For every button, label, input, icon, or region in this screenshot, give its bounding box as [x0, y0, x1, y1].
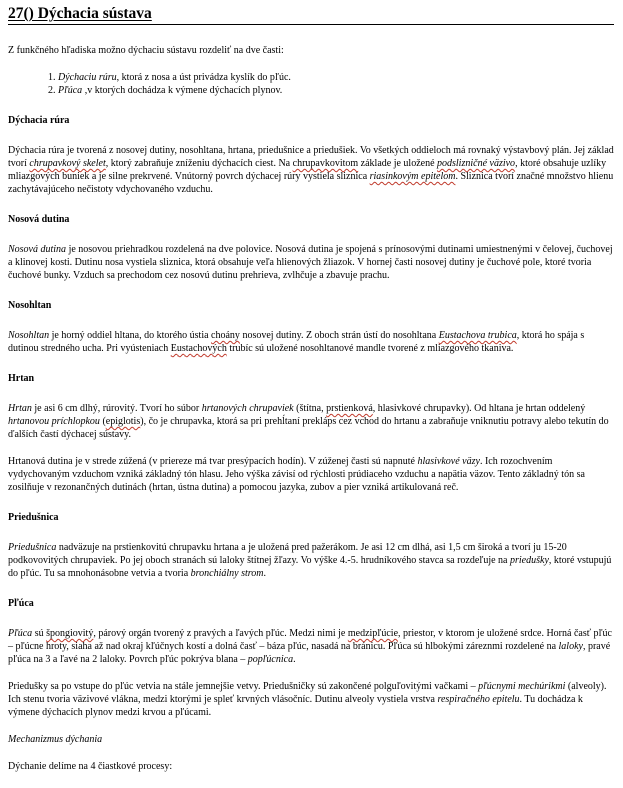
heading-hrtan: Hrtan [8, 373, 35, 384]
paragraph-nosohltan [8, 329, 614, 355]
term: epiglotis [105, 416, 141, 427]
text: Hrtanová dutina je v strede zúžená (v priereze má tvar presýpacích hodín). V zúženej časti sú napnuté [8, 456, 418, 467]
text: je horný oddiel hltana, do ktorého ústia [49, 330, 212, 341]
term: chrupavkový skelet [29, 158, 106, 169]
list-item [58, 84, 614, 97]
term: priedušky [510, 555, 549, 566]
text: nosovej dutiny. Z oboch strán ústí do nosohltana [239, 330, 439, 341]
paragraph-dychacia-rura [8, 144, 614, 196]
term: riasinkovým epitelom [369, 171, 456, 182]
paragraph-hrtan-1 [8, 402, 614, 441]
term: Eustachových [170, 343, 227, 354]
text: . Tu dochádza k výmene dýchacích plynov medzi krvou a pľúcami. [8, 694, 583, 718]
heading-nosova-dutina: Nosová dutina [8, 214, 70, 225]
text: , ktoré vstupujú do pľúc. Tu sa mnohonásobne vetvia a tvoria [8, 555, 612, 579]
heading-nosohltan: Nosohltan [8, 300, 52, 311]
term: špongiovitý [46, 628, 94, 639]
title-rule [8, 24, 614, 25]
term: hrtanovou príchlopkou [8, 416, 100, 427]
term: hlasivkové väzy [417, 456, 480, 467]
paragraph-pluca-2 [8, 680, 614, 719]
paragraph-delenie: Dýchanie delíme na 4 čiastkové procesy: [8, 761, 173, 772]
text: . Sliznica tvorí značné množstvo hlienu zachytávajúceho nečistoty vdychovaného vzduchu. [8, 171, 614, 195]
paragraph-priedusnica [8, 541, 614, 580]
term: laloky [558, 641, 583, 652]
list-term: Pľúca [58, 85, 83, 96]
paragraph-hrtan-2 [8, 455, 614, 494]
list-text: ,v ktorých dochádza k výmene dýchacích plynov. [82, 85, 283, 96]
term: bronchiálny strom [190, 568, 264, 579]
heading-dychacia-rura: Dýchacia rúra [8, 115, 70, 126]
term: Hrtan [8, 403, 32, 414]
text: je asi 6 cm dlhý, rúrovitý. Tvorí ho súbor [31, 403, 202, 414]
term: medzipľúcie [347, 628, 399, 639]
text: , priestor, v ktorom je uložené srdce. Horná časť pľúc – pľúcne hroty, siaha až nad okraj kľúčnych kostí a dolná časť – báza pľúc, nasadá na bránicu. Pľúca sú hlbokými záreznmi rozdelené na [8, 628, 612, 652]
term: podslizničné väzivo [437, 158, 516, 169]
term: Eustachova trubica [438, 330, 517, 341]
text: , pravé pľúca na 3 a ľavé na 2 laloky. Povrch pľúc pokrýva blana – [8, 641, 611, 665]
document-page [8, 0, 614, 773]
text: . Ich rozochvením vydychovaným vzduchom vzniká základný tón hlasu. Jeho výška závisí od rýchlosti prúdiaceho vzduchu a napätia väzov. Tento základný tón sa zosilňuje v rezonančných dutinách (hrtan, ústna dutina) a pomocou jazyka, zubov a pier vzniká artikulovaná reč. [8, 456, 585, 493]
subheading-mechanizmus [8, 733, 614, 746]
list-text: , ktorá z nosa a úst privádza kyslík do pľúc. [116, 72, 291, 83]
term: prstienková [326, 403, 373, 414]
term: hrtanových chrupaviek [201, 403, 294, 414]
paragraph-pluca-1 [8, 627, 614, 666]
text: trubíc sú uložené nosohltanové mandle tvorené z mliazgového tkaniva. [226, 343, 514, 354]
text: sú [32, 628, 47, 639]
term: popľúcnica [247, 654, 294, 665]
text: ( [99, 416, 106, 427]
list-term: Dýchaciu rúru [58, 72, 117, 83]
text: , ktorý zabraňuje zníženiu dýchacích ciest. Na [105, 158, 293, 169]
text: Dýchacia rúra je tvorená z nosovej dutiny, nosohltana, hrtana, priedušnice a priedušiek. Vo všetkých oddieloch má rovnaký výstavbový plán. Jej základ tvorí [8, 145, 614, 169]
text: , hlasivkové chrupavky). Od hltana je hrtan oddelený [372, 403, 586, 414]
paragraph-nosova-dutina [8, 243, 614, 282]
heading-priedusnica: Priedušnica [8, 512, 59, 523]
term: Priedušnica [8, 542, 57, 553]
text: , ktorá ho spája s dutinou stredného ucha. Pri vyústeniach [8, 330, 585, 354]
text: , ktoré obsahuje uzlíky mliazgových buniek a je silne prekrvené. Vnútorný povrch dýchacej rúry vystiela sliznica [8, 158, 607, 182]
text: nadväzuje na prstienkovitú chrupavku hrtana a je uložená pred pažerákom. Je asi 12 cm dlhá, asi 1,5 cm široká a tvorí ju 15-20 podkovovitých chrupaviek. Po jej oboch stranách sú laloky štítnej žľazy. Vo výške 4.-5. hrudníkového stavca sa rozdeľuje na [8, 542, 567, 566]
parts-list [8, 71, 614, 97]
heading-pluca: Pľúca [8, 598, 34, 609]
term: Nosová dutina [8, 244, 67, 255]
term: Pľúca [8, 628, 33, 639]
text: (štítna, [293, 403, 327, 414]
intro-text: Z funkčného hľadiska možno dýchaciu sústavu rozdeliť na dve časti: [8, 45, 284, 56]
term: Nosohltan [8, 330, 50, 341]
page-title: 27() Dýchacia sústava [8, 5, 152, 22]
text: (alveoly). Ich stenu tvoria väzivové vlákna, medzi ktorými je spleť krvných vlásočníc. Dutinu alveoly vystiela vrstva [8, 681, 607, 705]
text: . [263, 568, 267, 579]
text: je nosovou priehradkou rozdelená na dve polovice. Nosová dutina je spojená s prínosovými dutinami umiestnenými v čelovej, čuchovej a klinovej kosti. Dutinu nosa vystiela sliznica, ktorá obsahuje veľa hlienových žliazok. V hornej časti nosovej dutiny je čuchové pole, ktoré tvoria čuchové bunky. Vzduch sa prechodom cez nosovú dutinu prehrieva, zvlhčuje a zbavuje prachu. [8, 244, 613, 281]
text: základe je uložené [358, 158, 438, 169]
list-item [58, 71, 614, 84]
term: Mechanizmus dýchania [8, 734, 103, 745]
text: , párový orgán tvorený z pravých a ľavých pľúc. Medzi nimi je [93, 628, 348, 639]
text: ), čo je chrupavka, ktorá sa pri prehĺtaní prekláps cez vchod do hrtanu a zabraňuje vniknutiu potravy alebo tekutín do ďalších častí dýchacej sústavy. [8, 416, 609, 440]
term: chrupavkovitom [292, 158, 359, 169]
term: choány [211, 330, 240, 341]
text: Priedušky sa po vstupe do pľúc vetvia na stále jemnejšie vetvy. Priedušničky sú zakončené polguľovitými vačkami – [8, 681, 479, 692]
term: pľúcnymi mechúrikmi [478, 681, 566, 692]
term: respiračného epitelu [437, 694, 520, 705]
text: . [293, 654, 296, 665]
